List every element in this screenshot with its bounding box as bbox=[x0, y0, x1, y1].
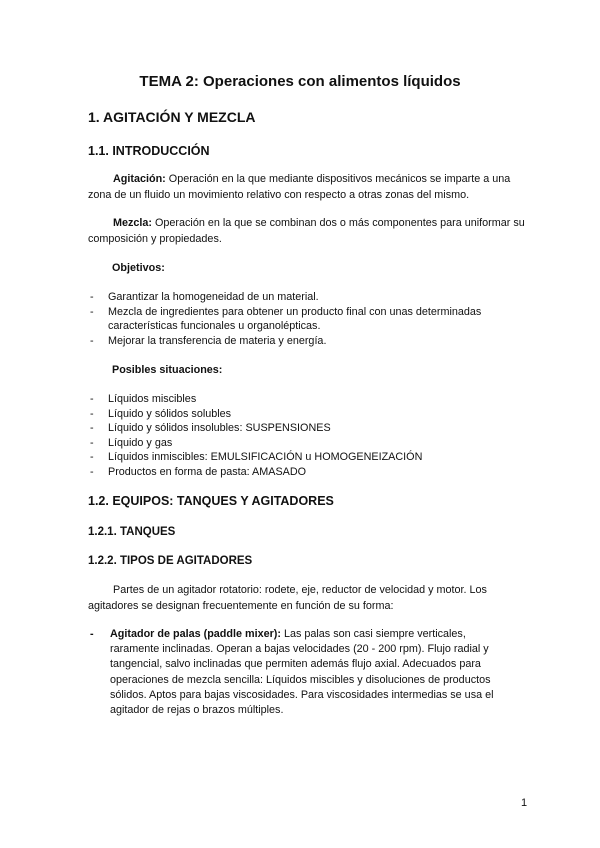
paragraph-mezcla bbox=[88, 215, 528, 247]
bullet-dash: - bbox=[90, 628, 94, 640]
list-item: - Líquido y sólidos solubles bbox=[90, 407, 232, 420]
paragraph-partes-agitador bbox=[88, 582, 528, 614]
subsection-heading-tipos-agitadores: 1.2.2. TIPOS DE AGITADORES bbox=[88, 555, 253, 567]
page-title: TEMA 2: Operaciones con alimentos líquidos bbox=[139, 73, 461, 90]
list-item: - Líquido y gas bbox=[90, 436, 173, 449]
term-agitador-palas: Agitador de palas (paddle mixer): bbox=[110, 628, 281, 640]
page-number: 1 bbox=[521, 797, 528, 809]
situaciones-label: Posibles situaciones: bbox=[112, 364, 223, 376]
list-item: - Productos en forma de pasta: AMASADO bbox=[90, 465, 307, 478]
paragraph-agitacion bbox=[88, 171, 528, 203]
list-item: - Líquidos miscibles bbox=[90, 393, 197, 405]
situaciones-list bbox=[88, 392, 518, 480]
section-heading-agitacion-mezcla: 1. AGITACIÓN Y MEZCLA bbox=[88, 109, 256, 125]
list-item: - Líquidos inmiscibles: EMULSIFICACIÓN u HOMOGENEIZACIÓN bbox=[90, 451, 423, 464]
objetivos-label: Objetivos: bbox=[112, 262, 165, 274]
list-item: - Garantizar la homogeneidad de un material. bbox=[90, 291, 319, 303]
list-item: - Mezcla de ingredientes para obtener un producto final con unas determinadas características funcionales u organolépticas. bbox=[90, 305, 482, 333]
term-agitacion: Agitación: bbox=[113, 173, 166, 185]
definition-agitacion: Operación en la que mediante dispositivos mecánicos se imparte a una zona de un fluido un movimiento relativo con respecto a otras zonas del mismo. bbox=[88, 173, 511, 201]
intro-text: Partes de un agitador rotatorio: rodete, eje, reductor de velocidad y motor. Los agitadores se designan frecuentemente en función de su forma: bbox=[88, 584, 487, 612]
list-item: - Líquido y sólidos insolubles: SUSPENSIONES bbox=[90, 422, 331, 435]
description-agitador-palas: Las palas son casi siempre verticales, raramente inclinadas. Operan a bajas velocidades (20 - 200 rpm). Flujo radial y tangencial, salvo inclinadas que permiten además flujo axial. Adecuados para operaciones de mezcla sencilla: Líquidos miscibles y disoluciones de productos sólidos. Aptos para bajas viscosidades. Para viscosidades intermedias se usa el agitador de rejas o brazos múltiples. bbox=[110, 628, 494, 717]
subsection-heading-tanques: 1.2.1. TANQUES bbox=[88, 526, 176, 538]
definition-mezcla: Operación en la que se combinan dos o más componentes para uniformar su composición y propiedades. bbox=[88, 217, 525, 245]
subsection-heading-introduccion: 1.1. INTRODUCCIÓN bbox=[88, 144, 210, 158]
subsection-heading-equipos: 1.2. EQUIPOS: TANQUES Y AGITADORES bbox=[88, 494, 334, 508]
list-item: - Mejorar la transferencia de materia y energía. bbox=[90, 334, 327, 347]
objetivos-list bbox=[88, 290, 518, 348]
bullet-agitador-palas bbox=[88, 627, 518, 718]
term-mezcla: Mezcla: bbox=[113, 217, 153, 229]
